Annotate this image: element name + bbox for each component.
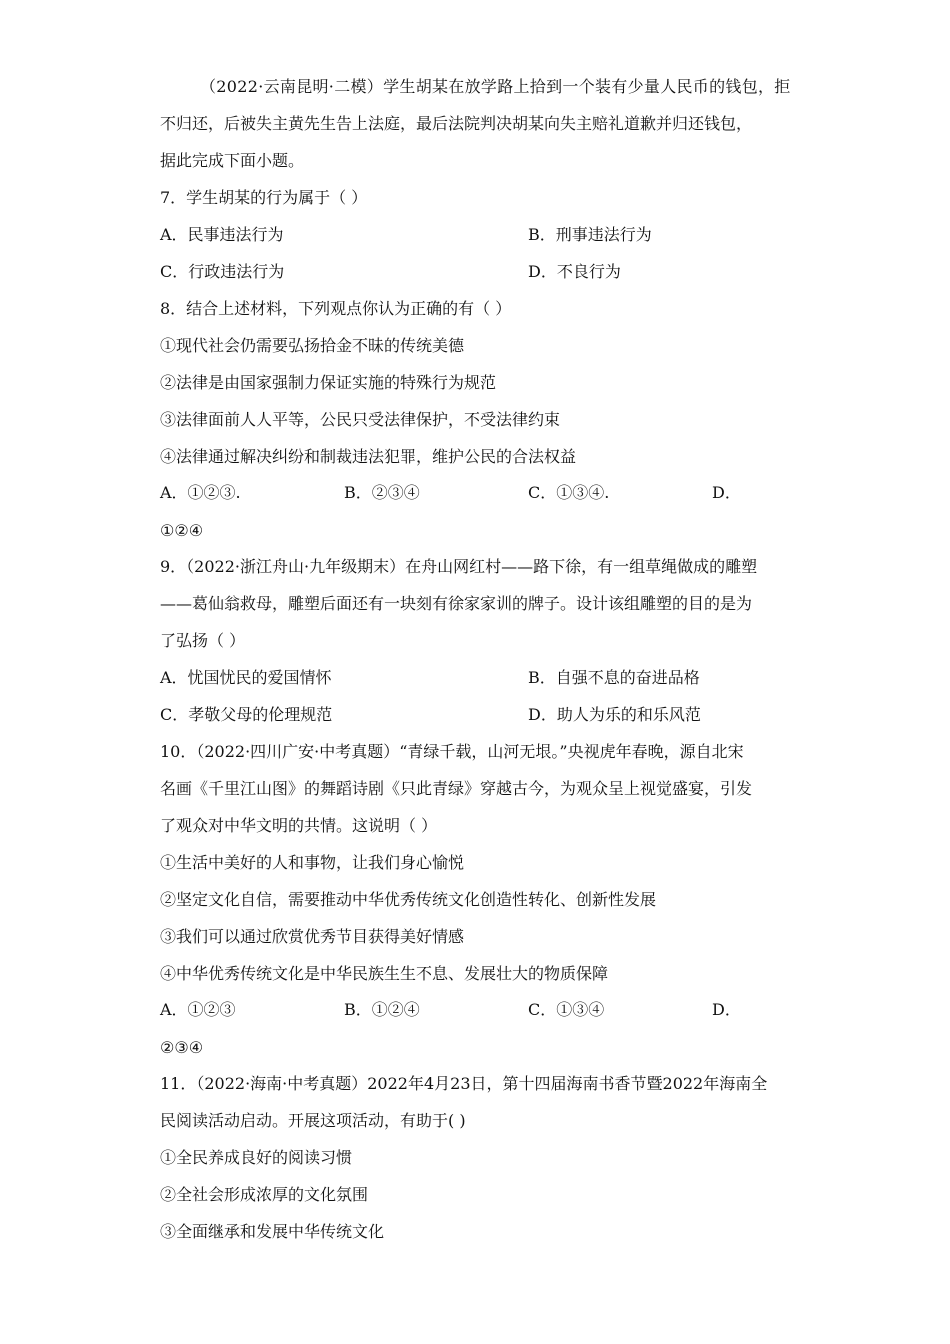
question-8-option-d: D． xyxy=(712,483,741,502)
question-11-stem-line-1: 11．（2022·海南·中考真题）2022年4月23日，第十四届海南书香节暨2022年海南全 xyxy=(160,1074,768,1093)
question-11-item-3: ③全面继承和发展中华传统文化 xyxy=(160,1222,385,1241)
question-11-item-1: ①全民养成良好的阅读习惯 xyxy=(160,1148,353,1167)
question-10-item-2: ②坚定文化自信，需要推动中华优秀传统文化创造性转化、创新性发展 xyxy=(160,890,657,909)
question-10-option-c: C．①③④ xyxy=(528,1000,605,1019)
question-8-item-3: ③法律面前人人平等，公民只受法律保护，不受法律约束 xyxy=(160,410,561,429)
question-10-option-d: D． xyxy=(712,1000,741,1019)
question-8-option-a: A．①②③. xyxy=(160,483,241,502)
question-9-stem-line-3: 了弘扬（ ） xyxy=(160,631,246,650)
question-9-option-c: C．孝敬父母的伦理规范 xyxy=(160,705,333,724)
question-11-stem-line-2: 民阅读活动启动。开展这项活动，有助于( ) xyxy=(160,1111,466,1130)
question-10-item-4: ④中华优秀传统文化是中华民族生生不息、发展壮大的物质保障 xyxy=(160,964,609,983)
intro-line-2: 不归还，后被失主黄先生告上法庭，最后法院判决胡某向失主赔礼道歉并归还钱包， xyxy=(160,114,753,133)
question-9-option-a: A．忧国忧民的爱国情怀 xyxy=(160,668,332,687)
question-7-option-c: C．行政违法行为 xyxy=(160,262,285,281)
question-10-stem-line-3: 了观众对中华文明的共情。这说明（ ） xyxy=(160,816,438,835)
question-10-item-1: ①生活中美好的人和事物，让我们身心愉悦 xyxy=(160,853,465,872)
question-10-option-a: A．①②③ xyxy=(160,1000,236,1019)
question-9-option-d: D．助人为乐的和乐风范 xyxy=(528,705,701,724)
intro-line-1: （2022·云南昆明·二模）学生胡某在放学路上拾到一个装有少量人民币的钱包，拒 xyxy=(200,77,791,96)
question-8-stem: 8．结合上述材料，下列观点你认为正确的有（ ） xyxy=(160,299,512,318)
question-8-option-c: C．①③④. xyxy=(528,483,610,502)
question-9-option-b: B．自强不息的奋进品格 xyxy=(528,668,700,687)
question-7-stem: 7．学生胡某的行为属于（ ） xyxy=(160,188,368,207)
question-10-option-d-content: ②③④ xyxy=(160,1038,204,1057)
question-8-option-d-content: ①②④ xyxy=(160,521,204,540)
question-7-option-d: D．不良行为 xyxy=(528,262,621,281)
intro-line-3: 据此完成下面小题。 xyxy=(160,151,305,170)
question-10-item-3: ③我们可以通过欣赏优秀节目获得美好情感 xyxy=(160,927,465,946)
question-10-option-b: B．①②④ xyxy=(344,1000,420,1019)
question-8-item-1: ①现代社会仍需要弘扬拾金不昧的传统美德 xyxy=(160,336,465,355)
question-8-item-4: ④法律通过解决纠纷和制裁违法犯罪，维护公民的合法权益 xyxy=(160,447,577,466)
question-10-stem-line-1: 10．（2022·四川广安·中考真题）“青绿千载，山河无垠。”央视虎年春晚，源自北宋 xyxy=(160,742,744,761)
question-7-option-b: B．刑事违法行为 xyxy=(528,225,652,244)
question-9-stem-line-1: 9．（2022·浙江舟山·九年级期末）在舟山网红村——路下徐，有一组草绳做成的雕塑 xyxy=(160,557,758,576)
question-10-stem-line-2: 名画《千里江山图》的舞蹈诗剧《只此青绿》穿越古今，为观众呈上视觉盛宴，引发 xyxy=(160,779,753,798)
question-11-item-2: ②全社会形成浓厚的文化氛围 xyxy=(160,1185,369,1204)
question-7-option-a: A．民事违法行为 xyxy=(160,225,284,244)
question-9-stem-line-2: ——葛仙翁救母，雕塑后面还有一块刻有徐家家训的牌子。设计该组雕塑的目的是为 xyxy=(160,594,753,613)
question-8-option-b: B．②③④ xyxy=(344,483,420,502)
question-8-item-2: ②法律是由国家强制力保证实施的特殊行为规范 xyxy=(160,373,497,392)
